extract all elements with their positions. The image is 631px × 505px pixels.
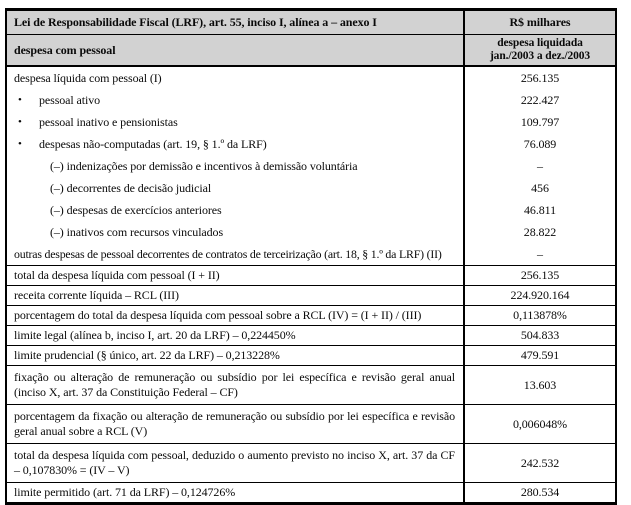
row-label — [7, 243, 465, 265]
row-label — [7, 444, 465, 482]
table-row — [7, 133, 615, 155]
row-value — [465, 366, 615, 404]
table-header-row-1 — [7, 11, 615, 35]
row-label-text: pessoal ativo — [39, 92, 101, 107]
table-row — [7, 199, 615, 221]
table-row — [7, 286, 615, 306]
row-value — [465, 177, 615, 199]
row-label — [7, 346, 465, 365]
row-value-text: 28.822 — [523, 224, 557, 239]
row-label — [7, 89, 465, 111]
table-row — [7, 155, 615, 177]
row-value-text: 504.833 — [520, 328, 560, 342]
bullet-icon: • — [18, 137, 22, 150]
table-row — [7, 266, 615, 286]
unit-header: R$ milhares — [509, 15, 571, 29]
row-label-text: limite permitido (art. 71 da LRF) – 0,124726% — [14, 485, 236, 499]
row-value-text: 242.532 — [520, 455, 560, 470]
value-column-header-line2: jan./2003 a dez./2003 — [489, 50, 591, 62]
row-value — [465, 111, 615, 133]
row-value-text: 224.920.164 — [510, 288, 570, 302]
row-label-text: outras despesas de pessoal decorrentes de contratos de terceirização (art. 18, § 1.º da LRF) (II) — [14, 246, 442, 261]
table-row — [7, 111, 615, 133]
bullet-icon: • — [18, 93, 22, 106]
row-label-text: limite prudencial (§ único, art. 22 da LRF) – 0,213228% — [14, 348, 280, 362]
row-label-text: receita corrente líquida – RCL (III) — [14, 288, 179, 302]
row-label — [7, 483, 465, 502]
value-column-header — [465, 35, 615, 65]
row-value-text: 46.811 — [524, 202, 556, 217]
row-label — [7, 405, 465, 443]
table-row — [7, 405, 615, 444]
table-row — [7, 483, 615, 502]
row-value-text: 256.135 — [520, 268, 560, 282]
table-row — [7, 177, 615, 199]
table-row — [7, 366, 615, 405]
row-value-text: 256.135 — [520, 70, 560, 85]
bullet-icon: • — [18, 115, 22, 128]
row-label — [7, 67, 465, 89]
table-subtitle: despesa com pessoal — [7, 35, 465, 65]
row-value — [465, 155, 615, 177]
row-label — [7, 286, 465, 305]
table-row — [7, 306, 615, 326]
row-value-text: 280.534 — [520, 485, 560, 499]
table-title: Lei de Responsabilidade Fiscal (LRF), art. 55, inciso I, alínea a – anexo I — [7, 11, 465, 34]
table-row — [7, 346, 615, 366]
row-label-text: (–) despesas de exercícios anteriores — [50, 202, 222, 217]
row-label — [7, 266, 465, 285]
row-value-text: – — [537, 158, 543, 173]
row-label-text: total da despesa líquida com pessoal, deduzido o aumento previsto no inciso X, art. 37 da CF – 0,107830% = (IV – V) — [14, 448, 455, 477]
row-label — [7, 366, 465, 404]
row-label-text: porcentagem da fixação ou alteração de remuneração ou subsídio por lei específica e revisão geral anual sobre a RCL (V) — [14, 409, 455, 438]
row-value — [465, 243, 615, 265]
row-label-text: (–) inativos com recursos vinculados — [50, 224, 224, 239]
row-value-text: 76.089 — [523, 136, 557, 151]
row-value-text: 456 — [531, 180, 549, 195]
row-label-text: pessoal inativo e pensionistas — [39, 114, 178, 129]
table-row — [7, 243, 615, 266]
row-value — [465, 133, 615, 155]
row-value — [465, 326, 615, 345]
row-label — [7, 199, 465, 221]
row-label-text: porcentagem do total da despesa líquida com pessoal sobre a RCL (IV) = (I + II) / (III) — [14, 308, 422, 322]
row-value — [465, 286, 615, 305]
row-label-text: total da despesa líquida com pessoal (I + II) — [14, 268, 220, 282]
row-label-text: fixação ou alteração de remuneração ou subsídio por lei específica e revisão geral anual (inciso X, art. 37 da Constituição Federal – CF) — [14, 370, 455, 399]
table-row — [7, 89, 615, 111]
row-value — [465, 199, 615, 221]
row-label — [7, 111, 465, 133]
row-label — [7, 326, 465, 345]
row-label — [7, 133, 465, 155]
value-column-header-line1: despesa liquidada — [497, 37, 583, 49]
row-value-text: 109.797 — [520, 114, 560, 129]
row-value-text: – — [537, 246, 543, 261]
table-row — [7, 326, 615, 346]
row-value — [465, 306, 615, 325]
row-value — [465, 483, 615, 502]
table-row — [7, 67, 615, 89]
row-value — [465, 67, 615, 89]
row-value — [465, 221, 615, 243]
row-label-text: limite legal (alínea b, inciso I, art. 20 da LRF) – 0,224450% — [14, 328, 296, 342]
row-value — [465, 266, 615, 285]
row-value — [465, 405, 615, 443]
row-value — [465, 346, 615, 365]
row-label — [7, 306, 465, 325]
row-value-text: 479.591 — [520, 348, 560, 362]
table-row — [7, 221, 615, 243]
row-value — [465, 89, 615, 111]
row-value-text: 13.603 — [523, 377, 557, 392]
lrf-fiscal-table — [5, 8, 617, 505]
row-label-text: despesas não-computadas (art. 19, § 1.º da LRF) — [39, 136, 267, 151]
row-label — [7, 177, 465, 199]
row-label — [7, 221, 465, 243]
table-header-row-2 — [7, 35, 615, 67]
row-value-text: 0,113878% — [513, 308, 567, 322]
row-label-text: despesa líquida com pessoal (I) — [14, 70, 162, 85]
table-row — [7, 444, 615, 483]
row-value — [465, 444, 615, 482]
row-label-text: (–) indenizações por demissão e incentivos à demissão voluntária — [50, 158, 358, 173]
row-label — [7, 155, 465, 177]
row-value-text: 222.427 — [520, 92, 560, 107]
table-body — [7, 67, 615, 502]
row-value-text: 0,006048% — [512, 416, 568, 431]
row-label-text: (–) decorrentes de decisão judicial — [50, 180, 212, 195]
